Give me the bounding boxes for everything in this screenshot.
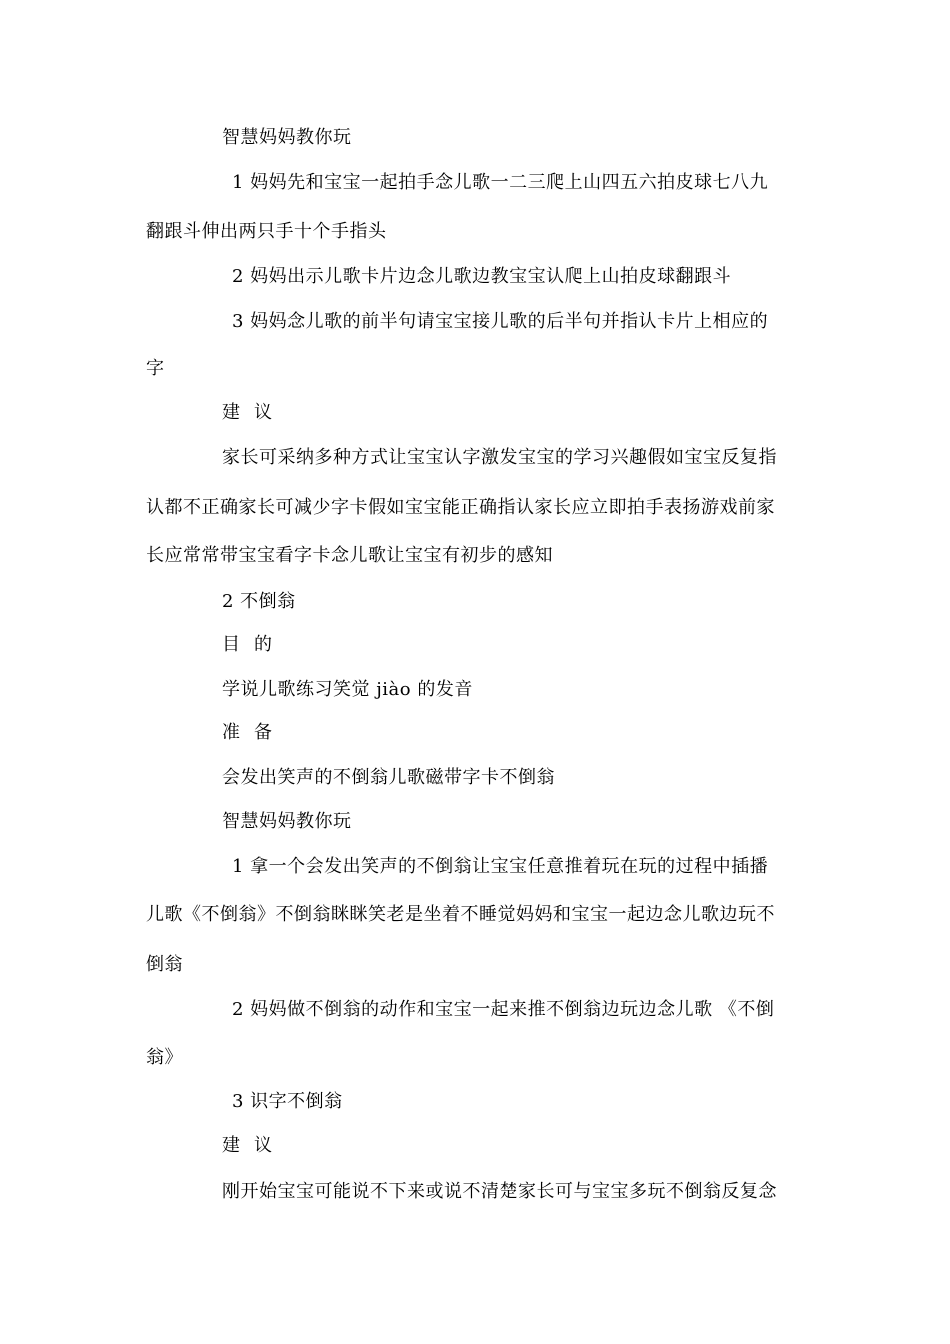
paragraph-line: 1 妈妈先和宝宝一起拍手念儿歌一二三爬上山四五六拍皮球七八九 (232, 172, 769, 193)
section-title: 2 不倒翁 (222, 591, 296, 612)
section-heading: 建议 (222, 402, 286, 423)
paragraph-line: 2 妈妈做不倒翁的动作和宝宝一起来推不倒翁边玩边念儿歌 《不倒 (232, 999, 775, 1020)
paragraph-line: 3 识字不倒翁 (232, 1091, 343, 1112)
paragraph-line: 倒翁 (146, 954, 183, 975)
paragraph-line: 长应常常带宝宝看字卡念儿歌让宝宝有初步的感知 (146, 545, 553, 566)
section-heading: 目的 (222, 634, 286, 655)
paragraph-line: 翻跟斗伸出两只手十个手指头 (146, 221, 387, 242)
section-heading: 建议 (222, 1135, 286, 1156)
paragraph-line: 会发出笑声的不倒翁儿歌磁带字卡不倒翁 (222, 767, 555, 788)
section-heading: 智慧妈妈教你玩 (222, 127, 352, 148)
paragraph-line: 儿歌《不倒翁》不倒翁眯眯笑老是坐着不睡觉妈妈和宝宝一起边念儿歌边玩不 (146, 904, 775, 925)
paragraph-line: 1 拿一个会发出笑声的不倒翁让宝宝任意推着玩在玩的过程中插播 (232, 856, 769, 877)
section-heading: 智慧妈妈教你玩 (222, 811, 352, 832)
paragraph-line: 家长可采纳多种方式让宝宝认字激发宝宝的学习兴趣假如宝宝反复指 (222, 447, 777, 468)
paragraph-line: 字 (146, 358, 165, 379)
paragraph-line: 3 妈妈念儿歌的前半句请宝宝接儿歌的后半句并指认卡片上相应的 (232, 311, 769, 332)
paragraph-line: 学说儿歌练习笑觉 jiào 的发音 (222, 679, 473, 700)
paragraph-line: 刚开始宝宝可能说不下来或说不清楚家长可与宝宝多玩不倒翁反复念 (222, 1181, 777, 1202)
section-heading: 准备 (222, 722, 286, 743)
paragraph-line: 认都不正确家长可减少字卡假如宝宝能正确指认家长应立即拍手表扬游戏前家 (146, 497, 775, 518)
paragraph-line: 2 妈妈出示儿歌卡片边念儿歌边教宝宝认爬上山拍皮球翻跟斗 (232, 266, 732, 287)
paragraph-line: 翁》 (146, 1047, 183, 1068)
